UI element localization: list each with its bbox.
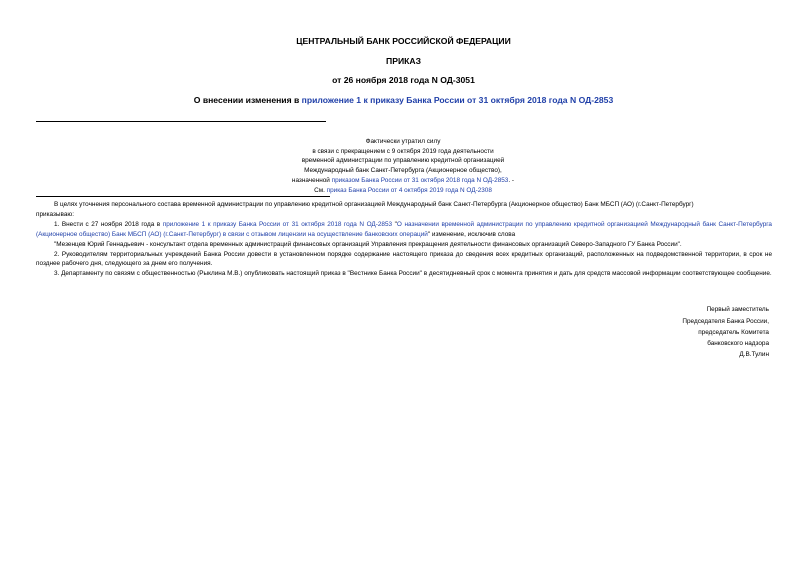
status-note-top-rule: [36, 121, 326, 122]
item-1-paragraph: [36, 220, 772, 238]
order-word: приказываю:: [36, 211, 74, 219]
status-note-line: [230, 176, 576, 186]
status-note-text: назначенной: [291, 176, 332, 184]
status-note-bottom-rule: [36, 196, 330, 197]
excluded-words-quote: "Мезенцев Юрий Геннадьевич - консультант отдела временных администраций финансовых организаций Управления прекращения деятельности финансовых организаций Северо-Западного ГУ Банка России".: [54, 240, 682, 248]
link-order-title[interactable]: О назначении временной администрации по управлению кредитной организацией Международный банк Санкт-Петербурга (Акционерное общество) Банк МБСП (АО) (г.Санкт-Петербург) в связи с отзывом лицензии на осуществление банковских операций: [36, 221, 772, 238]
status-note-line: Фактически утратил силу: [365, 138, 441, 145]
status-note: [230, 137, 576, 195]
document-title: [0, 95, 807, 106]
status-note-line: Международный банк Санкт-Петербурга (Акционерное общество),: [304, 167, 502, 175]
item-1-text: " изменение, исключив слова: [427, 230, 516, 238]
item-1-text: ": [392, 221, 397, 229]
signature-line: председатель Комитета: [698, 329, 769, 336]
status-note-text: См.: [314, 186, 327, 194]
signature-line: банковского надзора: [707, 340, 769, 347]
signatory-name: Д.В.Тулин: [739, 351, 769, 358]
status-note-line: в связи с прекращением с 9 октября 2019 года деятельности: [312, 147, 494, 155]
preamble-paragraph: В целях уточнения персонального состава временной администрации по управлению кредитной организацией Международный банк Санкт-Петербурга (Акционерное общество) Банк МБСП (АО) (г.Санкт-Петербург): [54, 201, 694, 208]
status-note-line: временной администрации по управлению кредитной организацией: [301, 157, 505, 165]
document-date-number: от 26 ноября 2018 года N ОД-3051: [332, 75, 475, 85]
signature-line: Председателя Банка России,: [682, 318, 769, 325]
document-body: [36, 200, 772, 280]
document-type: ПРИКАЗ: [386, 56, 421, 66]
title-prefix: О внесении изменения в: [193, 95, 302, 105]
item-2-paragraph: 2. Руководителям территориальных учреждений Банка России довести в установленном порядке содержание настоящего приказа до сведения всех кредитных организаций, расположенных на подведомственной территории, в срок не позднее рабочего дня, следующего за днем его получения.: [36, 251, 772, 268]
issuer-name: ЦЕНТРАЛЬНЫЙ БАНК РОССИЙСКОЙ ФЕДЕРАЦИИ: [296, 36, 511, 46]
link-order-od-2308[interactable]: приказ Банка России от 4 октября 2019 года N ОД-2308: [326, 186, 492, 194]
title-link-appendix[interactable]: приложение 1 к приказу Банка России от 31 октября 2018 года N ОД-2853: [301, 95, 614, 105]
link-order-od-2853[interactable]: приказом Банка России от 31 октября 2018 года N ОД-2853: [331, 176, 509, 184]
status-note-line: [230, 186, 576, 196]
status-note-text: . -: [508, 176, 515, 184]
signature-line: Первый заместитель: [706, 306, 769, 313]
item-1-text: 1. Внести с 27 ноября 2018 года в: [54, 221, 163, 229]
item-3-paragraph: 3. Департаменту по связям с общественностью (Рыклина М.В.) опубликовать настоящий приказ в "Вестнике Банка России" в десятидневный срок с момента принятия и дать для средств массовой информации соответствующее сообщение.: [54, 270, 772, 278]
link-appendix-1[interactable]: приложение 1 к приказу Банка России от 31 октября 2018 года N ОД-2853: [162, 221, 393, 229]
signature-block: [682, 304, 769, 360]
